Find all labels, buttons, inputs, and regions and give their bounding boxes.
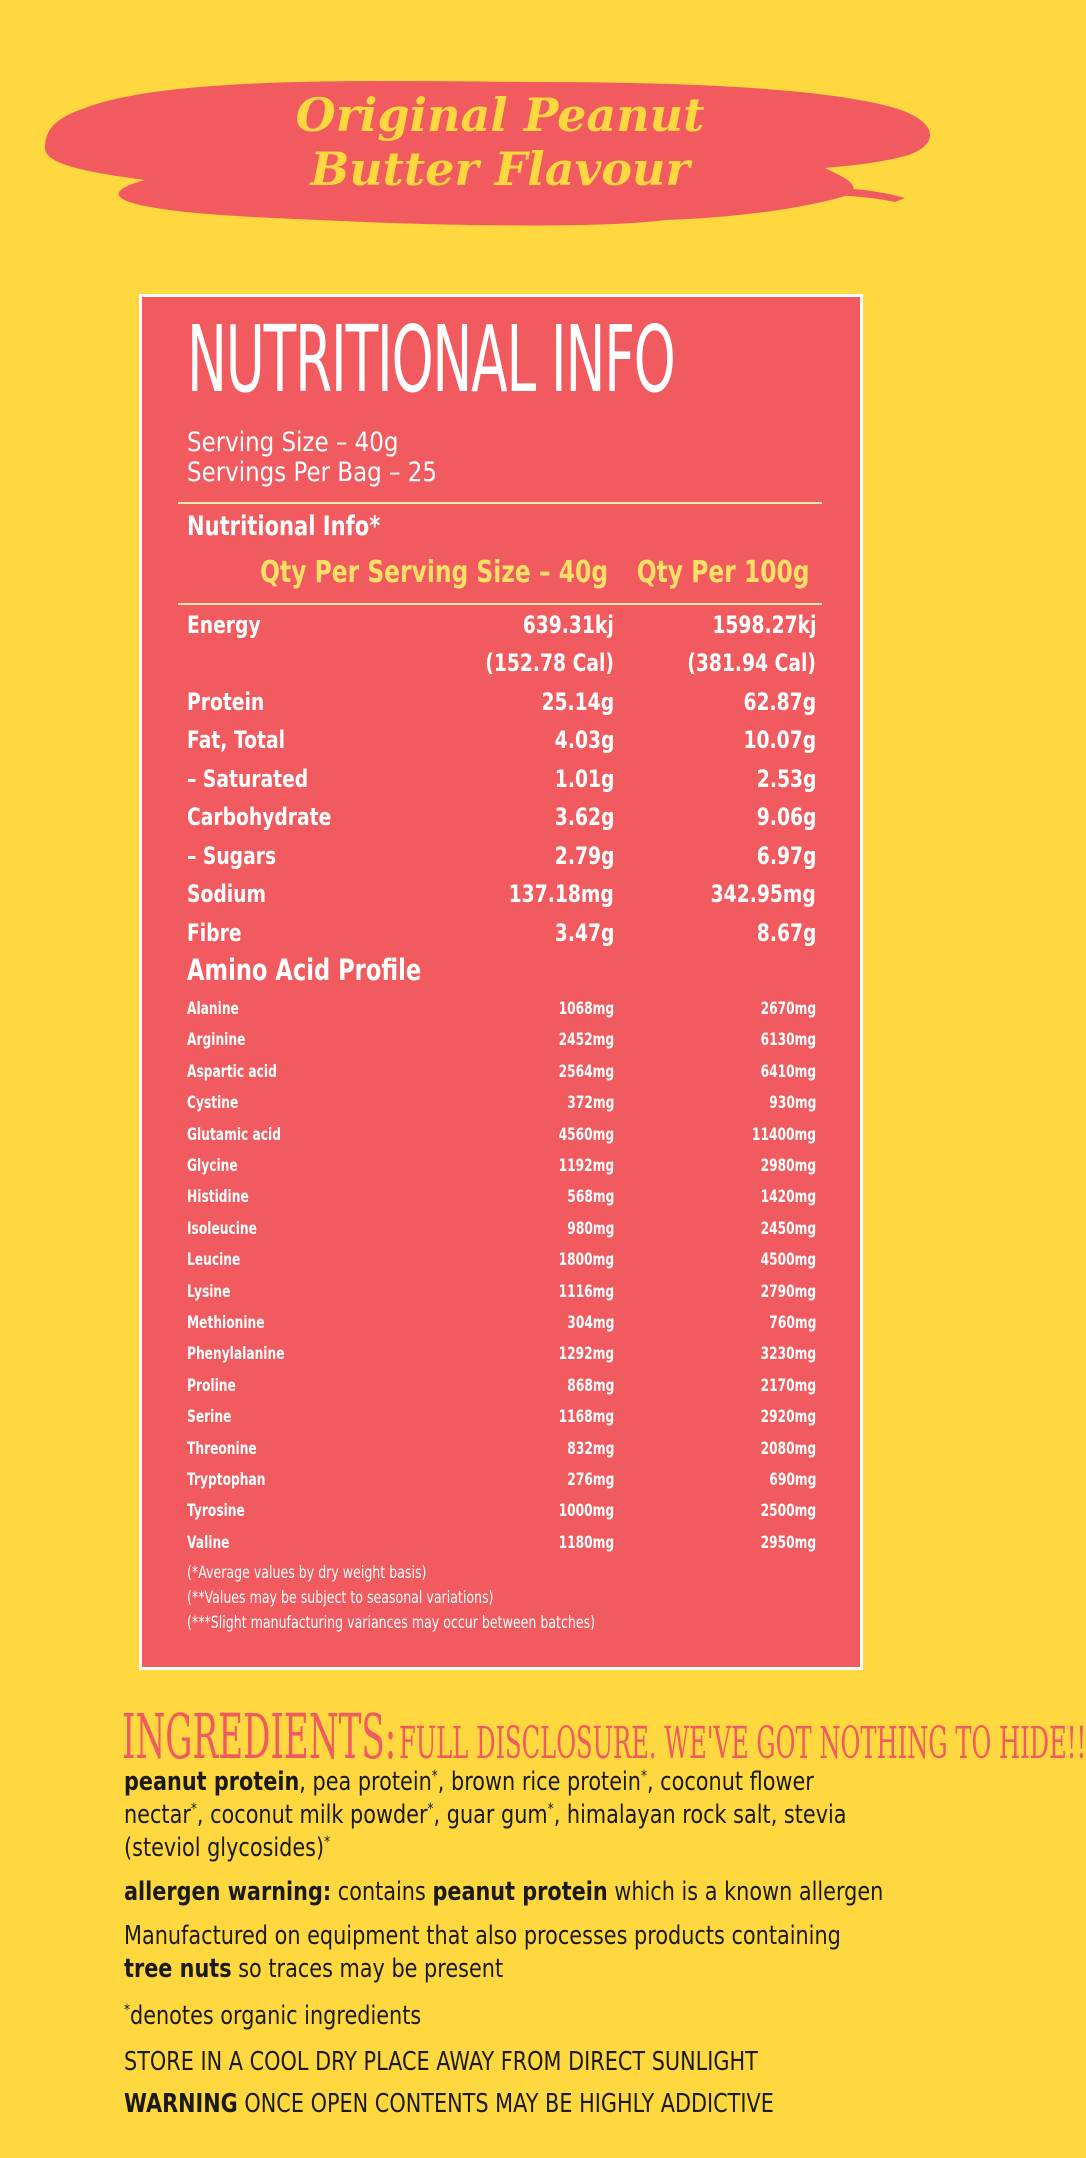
nutrient-name: Fibre (187, 919, 242, 947)
nutrient-name: Energy (187, 611, 261, 639)
amino-acid-row (142, 1407, 866, 1443)
nutrition-row (142, 842, 866, 878)
product-flavour-title-line2: Butter Flavour (310, 142, 690, 196)
ingredients-list-line1: peanut protein, pea protein*, brown rice protein*, coconut flower (124, 1766, 814, 1797)
nutrient-name: Carbohydrate (187, 803, 332, 831)
qty-per-100g: 760mg (768, 1313, 816, 1333)
amino-acid-name: Serine (187, 1407, 232, 1427)
nutrient-name: – Sugars (187, 842, 277, 870)
qty-per-serving: 372mg (566, 1093, 614, 1113)
nutrition-row (142, 765, 866, 801)
qty-per-100g: 6130mg (760, 1030, 816, 1050)
nutrition-row (142, 726, 866, 762)
ingredients-subtitle: FULL DISCLOSURE. WE'VE GOT NOTHING TO HIDE!! (399, 1718, 1086, 1769)
manufacturing-notice-line2: tree nuts so traces may be present (124, 1954, 504, 1984)
amino-acid-row (142, 1501, 866, 1537)
qty-per-serving: 1192mg (558, 1156, 614, 1176)
qty-per-serving: 868mg (566, 1376, 614, 1396)
qty-per-serving: 3.62g (554, 803, 614, 831)
qty-per-serving: 832mg (566, 1439, 614, 1459)
amino-acid-name: Tryptophan (187, 1470, 266, 1490)
qty-per-100g: 2.53g (756, 765, 816, 793)
column-header-per100: Qty Per 100g (637, 555, 810, 590)
nutrition-row (142, 611, 866, 647)
storage-instructions: STORE IN A COOL DRY PLACE AWAY FROM DIRECT SUNLIGHT (124, 2047, 758, 2077)
qty-per-serving: 3.47g (554, 919, 614, 947)
amino-acid-name: Alanine (187, 999, 239, 1019)
amino-acid-name: Histidine (187, 1187, 249, 1207)
qty-per-serving: 1168mg (558, 1407, 614, 1427)
amino-acid-name: Threonine (187, 1439, 257, 1459)
qty-per-100g: 2980mg (760, 1156, 816, 1176)
product-flavour-title (0, 88, 1000, 196)
nutrition-row (142, 688, 866, 724)
amino-acid-row (142, 1093, 866, 1129)
amino-acid-name: Methionine (187, 1313, 265, 1333)
amino-acid-name: Leucine (187, 1250, 241, 1270)
qty-per-100g: 1420mg (760, 1187, 816, 1207)
nutrition-section-heading: Nutritional Info* (187, 511, 381, 542)
qty-per-100g: 6.97g (756, 842, 816, 870)
qty-per-serving: (152.78 Cal) (485, 649, 614, 677)
nutrition-row (142, 880, 866, 916)
qty-per-100g: 690mg (768, 1470, 816, 1490)
servings-per-bag: Servings Per Bag – 25 (187, 457, 437, 488)
amino-acid-name: Glycine (187, 1156, 238, 1176)
amino-acid-heading: Amino Acid Profile (187, 953, 422, 987)
ingredients-heading (122, 1700, 1086, 1773)
footnote: (**Values may be subject to seasonal variations) (187, 1588, 494, 1608)
amino-acid-name: Glutamic acid (187, 1125, 282, 1145)
divider (178, 502, 822, 504)
nutrition-panel-title: NUTRITIONAL INFO (187, 306, 675, 413)
qty-per-100g: 8.67g (756, 919, 816, 947)
qty-per-100g: 6410mg (760, 1062, 816, 1082)
manufacturing-notice-line1: Manufactured on equipment that also processes products containing (124, 1921, 841, 1951)
amino-acid-row (142, 1250, 866, 1286)
qty-per-serving: 1000mg (558, 1501, 614, 1521)
qty-per-serving: 137.18mg (508, 880, 614, 908)
ingredients-title: INGREDIENTS: (122, 1700, 397, 1773)
qty-per-100g: 11400mg (751, 1125, 816, 1145)
ingredients-list-line2: nectar*, coconut milk powder*, guar gum*, himalayan rock salt, stevia (124, 1799, 847, 1830)
qty-per-serving: 1800mg (558, 1250, 614, 1270)
qty-per-serving: 1180mg (558, 1533, 614, 1553)
qty-per-100g: 2170mg (760, 1376, 816, 1396)
nutrient-name: Sodium (187, 880, 266, 908)
amino-acid-name: Cystine (187, 1093, 239, 1113)
nutrition-row (142, 649, 866, 685)
qty-per-serving: 639.31kj (522, 611, 614, 639)
qty-per-serving: 1068mg (558, 999, 614, 1019)
amino-acid-name: Arginine (187, 1030, 246, 1050)
qty-per-serving: 304mg (566, 1313, 614, 1333)
nutrition-row (142, 803, 866, 839)
qty-per-serving: 2.79g (554, 842, 614, 870)
qty-per-serving: 2564mg (558, 1062, 614, 1082)
divider (178, 603, 822, 605)
qty-per-serving: 568mg (566, 1187, 614, 1207)
qty-per-serving: 276mg (566, 1470, 614, 1490)
qty-per-100g: 342.95mg (710, 880, 816, 908)
amino-acid-name: Phenylalanine (187, 1344, 285, 1364)
nutrient-name: Fat, Total (187, 726, 286, 754)
ingredients-list-line3: (steviol glycosides)* (124, 1832, 331, 1863)
amino-acid-name: Aspartic acid (187, 1062, 277, 1082)
qty-per-100g: 62.87g (743, 688, 816, 716)
qty-per-100g: 2920mg (760, 1407, 816, 1427)
qty-per-100g: 2500mg (760, 1501, 816, 1521)
serving-size: Serving Size – 40g (187, 427, 399, 458)
footnote: (***Slight manufacturing variances may occur between batches) (187, 1613, 596, 1633)
nutrient-name: Protein (187, 688, 265, 716)
qty-per-serving: 1.01g (554, 765, 614, 793)
addictive-warning: WARNING ONCE OPEN CONTENTS MAY BE HIGHLY ADDICTIVE (124, 2089, 774, 2119)
footnote: (*Average values by dry weight basis) (187, 1563, 427, 1583)
qty-per-100g: 930mg (768, 1093, 816, 1113)
qty-per-100g: 2450mg (760, 1219, 816, 1239)
nutrient-name: – Saturated (187, 765, 309, 793)
amino-acid-row (142, 1187, 866, 1223)
qty-per-serving: 2452mg (558, 1030, 614, 1050)
qty-per-serving: 980mg (566, 1219, 614, 1239)
qty-per-100g: 2790mg (760, 1282, 816, 1302)
allergen-warning: allergen warning: contains peanut protein which is a known allergen (124, 1877, 884, 1907)
qty-per-100g: 4500mg (760, 1250, 816, 1270)
qty-per-100g: 2080mg (760, 1439, 816, 1459)
qty-per-serving: 4560mg (558, 1125, 614, 1145)
qty-per-100g: 10.07g (743, 726, 816, 754)
amino-acid-name: Proline (187, 1376, 236, 1396)
qty-per-serving: 4.03g (554, 726, 614, 754)
qty-per-100g: 9.06g (756, 803, 816, 831)
qty-per-100g: (381.94 Cal) (687, 649, 816, 677)
amino-acid-name: Lysine (187, 1282, 231, 1302)
organic-note: *denotes organic ingredients (124, 2000, 422, 2031)
nutrition-panel (139, 294, 863, 1670)
qty-per-100g: 3230mg (760, 1344, 816, 1364)
qty-per-serving: 1116mg (558, 1282, 614, 1302)
qty-per-100g: 1598.27kj (711, 611, 816, 639)
nutrition-row (142, 919, 866, 955)
amino-acid-name: Valine (187, 1533, 230, 1553)
qty-per-serving: 25.14g (541, 688, 614, 716)
product-flavour-title-line1: Original Peanut (295, 88, 705, 142)
amino-acid-row (142, 1030, 866, 1066)
amino-acid-name: Isoleucine (187, 1219, 257, 1239)
amino-acid-name: Tyrosine (187, 1501, 245, 1521)
qty-per-serving: 1292mg (558, 1344, 614, 1364)
qty-per-100g: 2950mg (760, 1533, 816, 1553)
qty-per-100g: 2670mg (760, 999, 816, 1019)
column-header-serving: Qty Per Serving Size – 40g (260, 555, 608, 590)
amino-acid-row (142, 1344, 866, 1380)
